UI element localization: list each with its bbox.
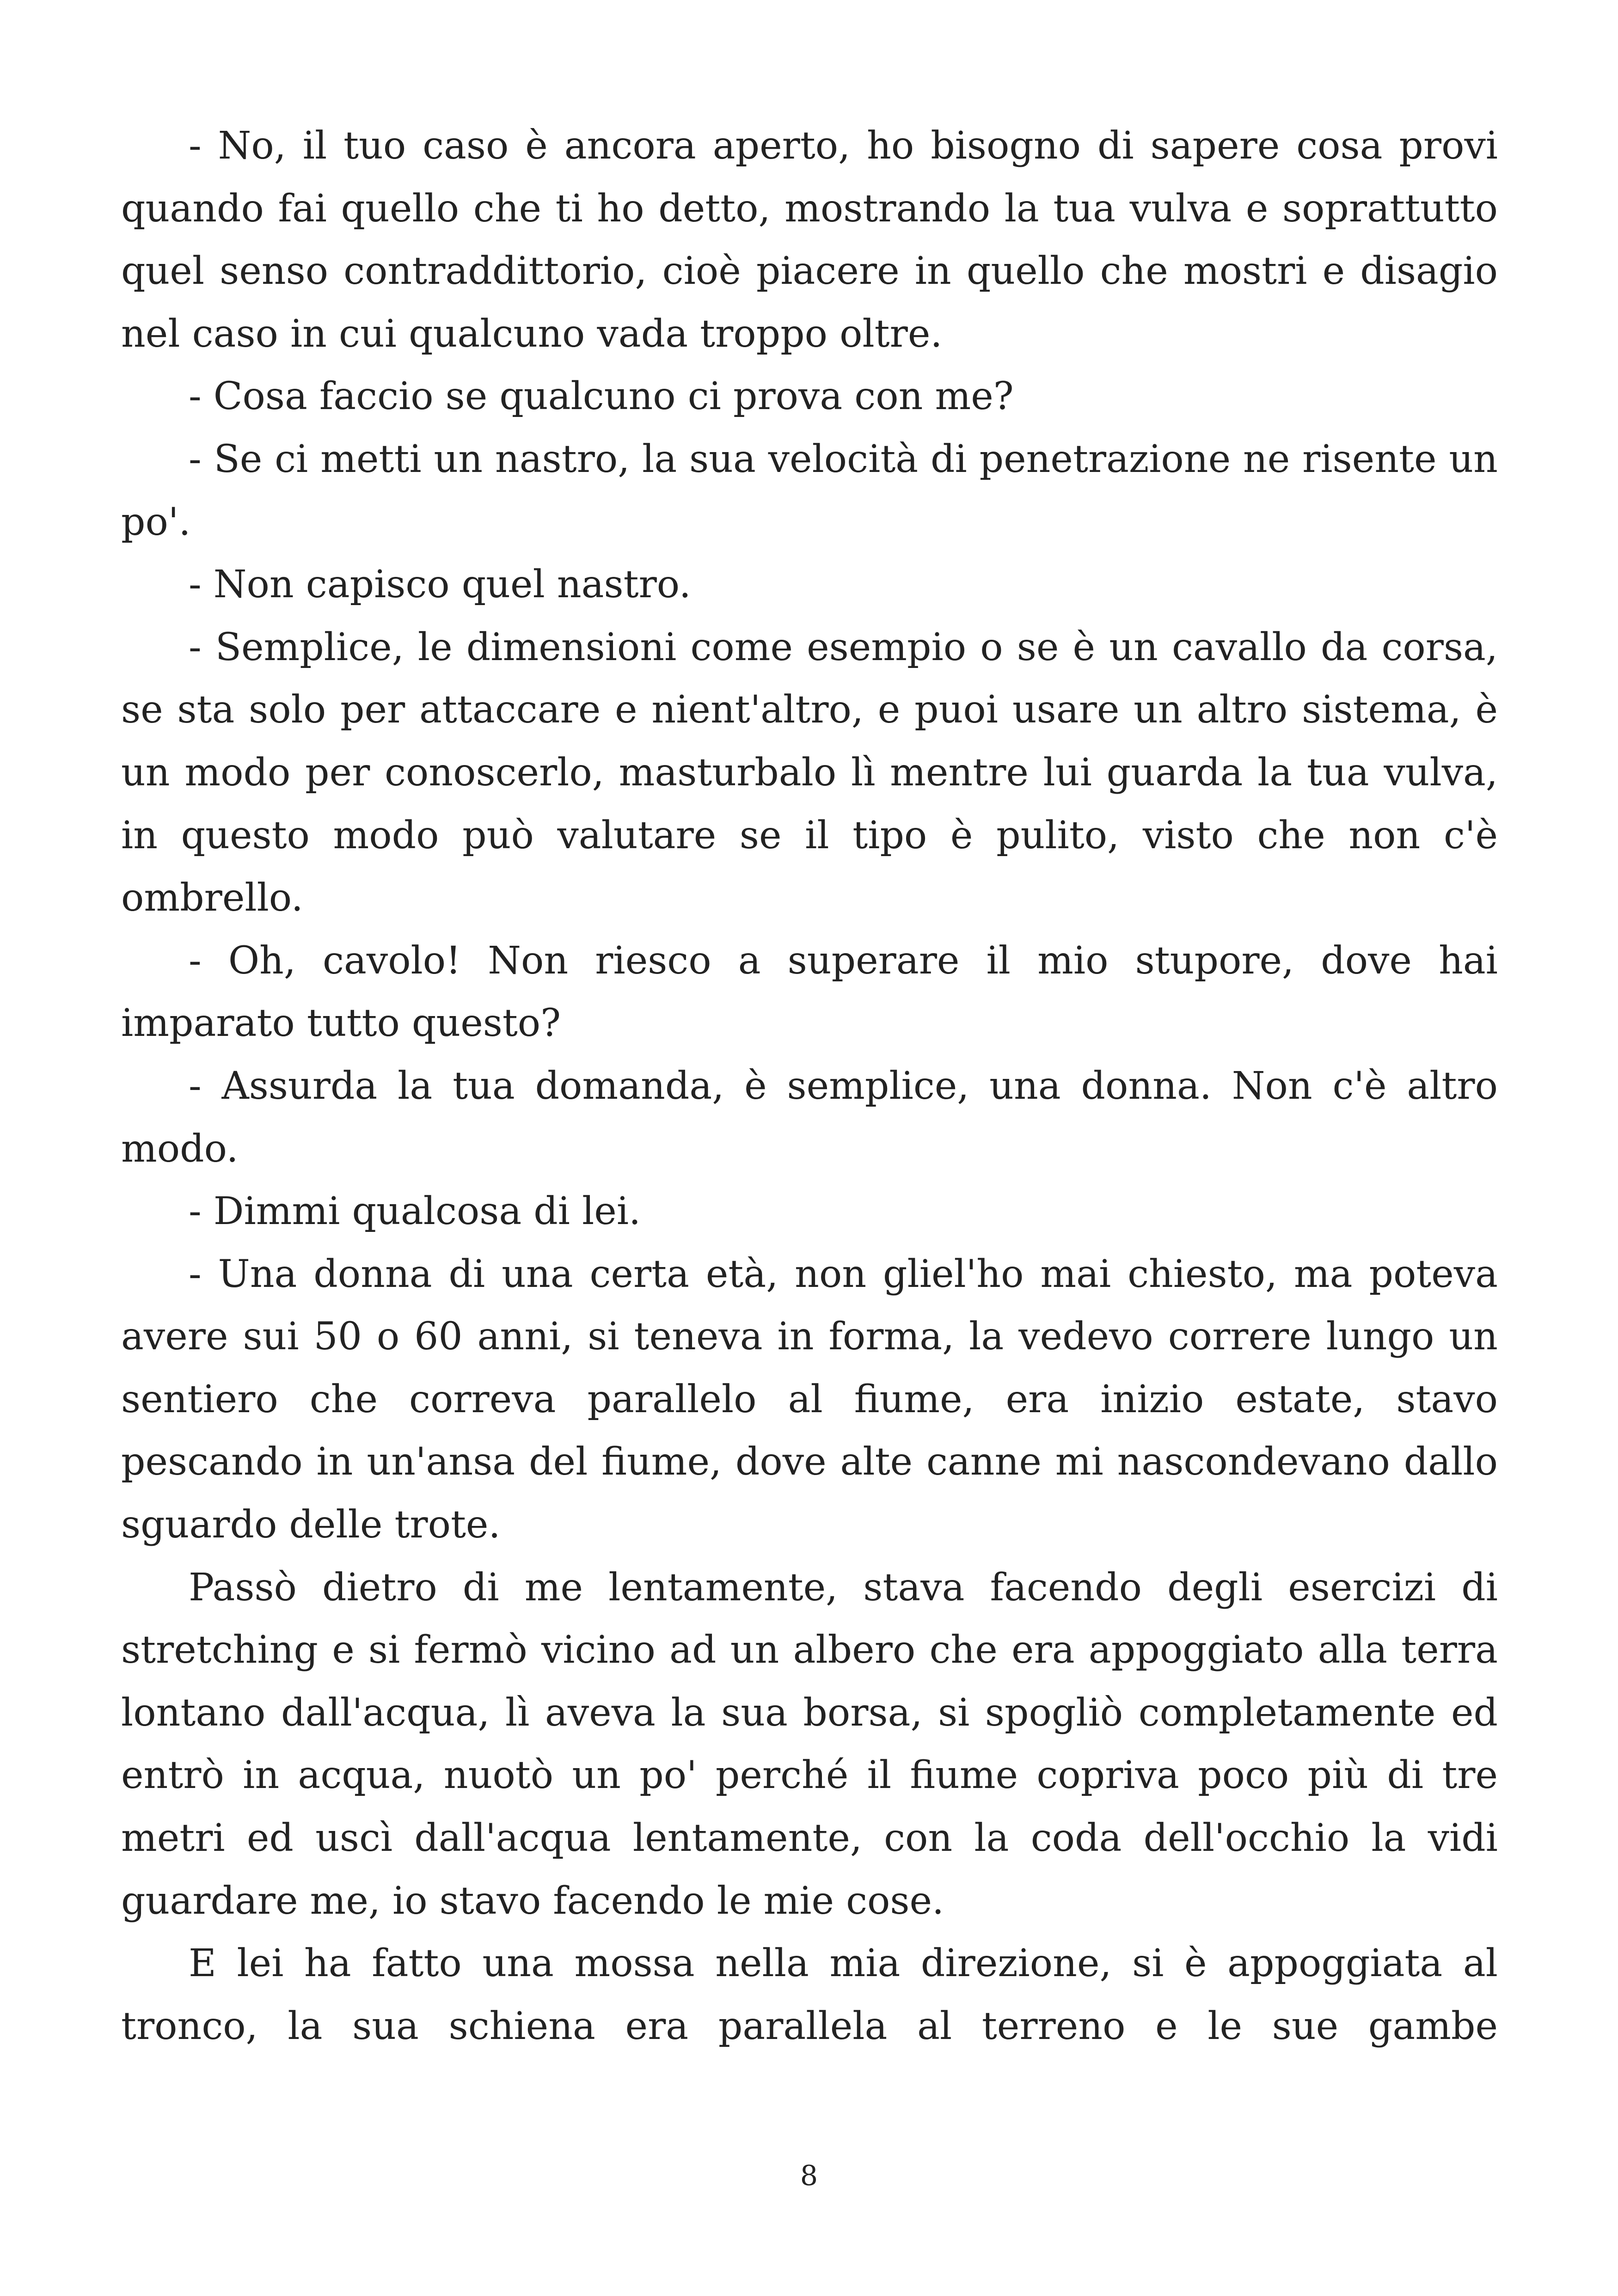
paragraph: - Semplice, le dimensioni come esempio o se è un cavallo da corsa, se sta solo per attaccare e nient'altro, e puoi usare un altro sistema, è un modo per conoscerlo, masturbalo lì mentre lui guarda la tua vulva, in questo modo può valutare se il tipo è pulito, visto che non c'è ombrello. [121,625,1498,920]
paragraph: - Non capisco quel nastro. [189,563,691,607]
paragraph: - Dimmi qualcosa di lei. [189,1189,641,1234]
paragraph: - No, il tuo caso è ancora aperto, ho bisogno di sapere cosa provi quando fai quello che ti ho detto, mostrando la tua vulva e soprattutto quel senso contraddittorio, cioè piacere in quello che mostri e disagio nel caso in cui qualcuno vada troppo oltre. [121,124,1498,356]
paragraph: - Una donna di una certa età, non gliel'ho mai chiesto, ma poteva avere sui 50 o 60 anni, si teneva in forma, la vedevo correre lungo un sentiero che correva parallelo al fiume, era inizio estate, stavo pescando in un'ansa del fiume, dove alte canne mi nascondevano dallo sguardo delle trote. [121,1252,1498,1547]
paragraph: - Cosa faccio se qualcuno ci prova con me? [189,374,1014,419]
paragraph: Passò dietro di me lentamente, stava facendo degli esercizi di stretching e si fermò vicino ad un albero che era appoggiato alla terra lontano dall'acqua, lì aveva la sua borsa, si spogliò completamente ed entrò in acqua, nuotò un po' perché il fiume copriva poco più di tre metri ed uscì dall'acqua lentamente, con la coda dell'occhio la vidi guardare me, io stavo facendo le mie cose. [121,1565,1498,1923]
paragraph: - Oh, cavolo! Non riesco a superare il mio stupore, dove hai imparato tutto questo? [121,938,1498,1046]
page-number: 8 [800,2160,818,2192]
paragraph-last-justified: E lei ha fatto una mossa nella mia direzione, si è appoggiata al tronco, la sua schiena era parallela al terreno e le sue gambe [121,1941,1498,2048]
paragraph: - Assurda la tua domanda, è semplice, una donna. Non c'è altro modo. [121,1064,1498,1171]
paragraph: - Se ci metti un nastro, la sua velocità di penetrazione ne risente un po'. [121,437,1498,544]
body-text [121,115,1498,2057]
